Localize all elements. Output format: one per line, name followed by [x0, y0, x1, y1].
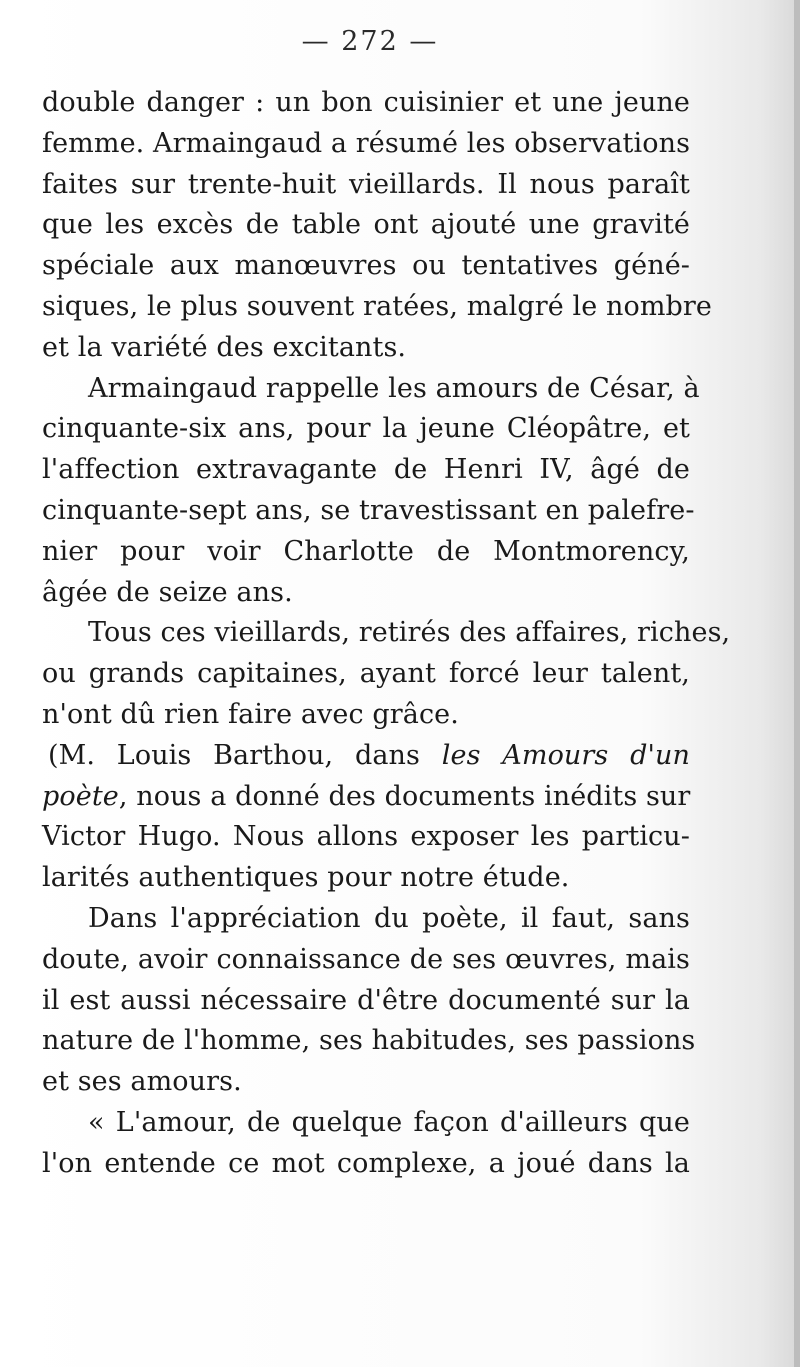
text-line: cinquante-six ans, pour la jeune Cléopâtre, et	[42, 413, 690, 445]
text-line: n'ont dû rien faire avec grâce.	[42, 698, 459, 730]
text-line: « L'amour, de quelque façon d'ailleurs que	[88, 1106, 690, 1138]
text-line: larités authentiques pour notre étude.	[42, 862, 570, 894]
text-line: Victor Hugo. Nous allons exposer les particu-	[42, 821, 690, 853]
book-title-italic: poète	[42, 780, 119, 812]
text-line: Tous ces vieillards, retirés des affaires, riches,	[88, 617, 731, 649]
text-line: Dans l'appréciation du poète, il faut, sans	[88, 902, 690, 934]
text-line: spéciale aux manœuvres ou tentatives géné-	[42, 250, 690, 282]
scan-edge-shadow	[794, 0, 800, 1367]
text-line: Armaingaud rappelle les amours de César, à	[88, 372, 700, 404]
text-line: ou grands capitaines, ayant forcé leur talent,	[42, 658, 690, 690]
body-text	[42, 83, 731, 1185]
text-line: double danger : un bon cuisinier et une jeune	[42, 87, 690, 118]
text-segment: , nous a donné des documents inédits sur	[118, 780, 691, 812]
text-line	[42, 736, 690, 777]
book-title-italic: les Amours d'un	[441, 739, 690, 771]
text-line: et ses amours.	[42, 1066, 242, 1098]
text-line	[42, 777, 690, 818]
text-line: doute, avoir connaissance de ses œuvres, mais	[42, 943, 690, 975]
text-line: âgée de seize ans.	[42, 576, 293, 608]
text-line: faites sur trente-huit vieillards. Il nous paraît	[42, 168, 690, 200]
text-line: cinquante-sept ans, se travestissant en palefre-	[42, 494, 695, 526]
text-line: que les excès de table ont ajouté une gravité	[42, 209, 690, 241]
text-line: il est aussi nécessaire d'être documenté sur la	[42, 984, 690, 1016]
text-line: et la variété des excitants.	[42, 331, 407, 363]
text-line: l'affection extravagante de Henri IV, âgé de	[42, 454, 690, 486]
text-segment: (M. Louis Barthou, dans	[48, 739, 442, 771]
text-line: nier pour voir Charlotte de Montmorency,	[42, 535, 690, 567]
text-line: nature de l'homme, ses habitudes, ses passions	[42, 1025, 696, 1057]
page-number: — 272 —	[301, 26, 439, 57]
text-line: l'on entende ce mot complexe, a joué dans la	[42, 1147, 690, 1179]
text-line: siques, le plus souvent ratées, malgré le nombre	[42, 290, 712, 322]
text-line: femme. Armaingaud a résumé les observations	[42, 127, 691, 159]
